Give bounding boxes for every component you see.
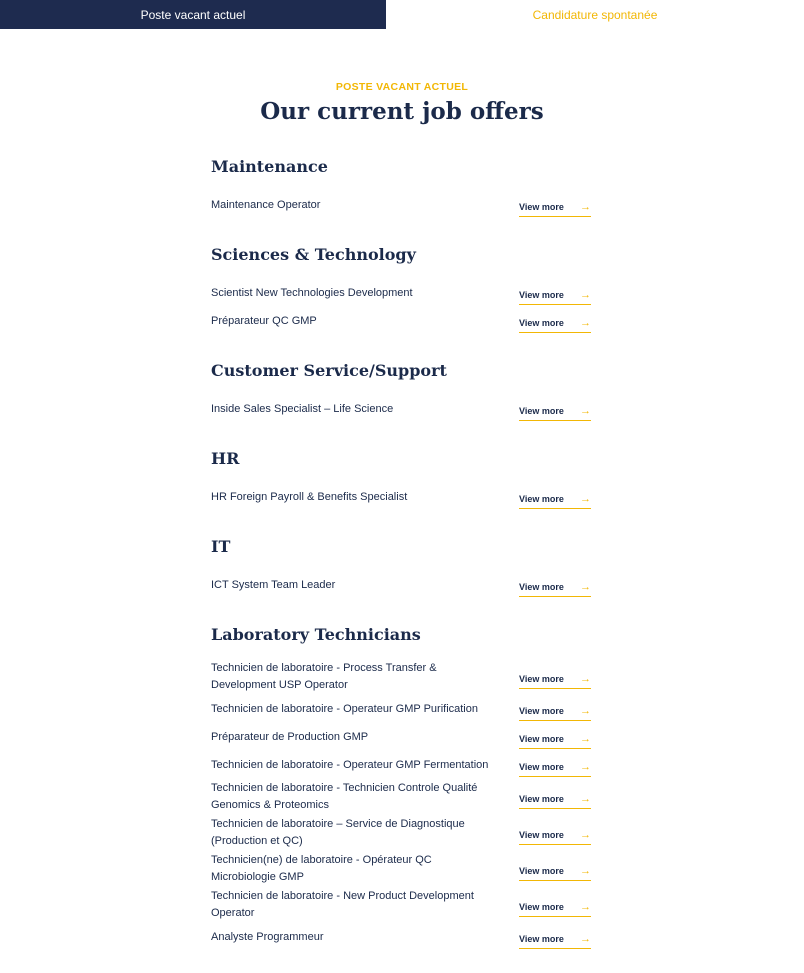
arrow-right-icon: →	[580, 792, 591, 805]
view-more-label: View more	[519, 406, 564, 416]
arrow-right-icon: →	[580, 672, 591, 685]
view-more-link[interactable]	[519, 290, 591, 305]
job-title: Technicien(ne) de laboratoire - Opérateur QC Microbiologie GMP	[211, 854, 432, 883]
category-title: Sciences & Technology	[211, 245, 416, 264]
arrow-right-icon: →	[580, 492, 591, 505]
job-category	[211, 153, 591, 219]
view-more-link[interactable]	[519, 318, 591, 333]
category-title: Customer Service/Support	[211, 361, 447, 380]
arrow-right-icon: →	[580, 760, 591, 773]
category-title: HR	[211, 449, 240, 468]
view-more-link[interactable]	[519, 674, 591, 689]
job-row	[211, 751, 591, 779]
view-more-link[interactable]	[519, 494, 591, 509]
arrow-right-icon: →	[580, 288, 591, 301]
job-title: Inside Sales Specialist – Life Science	[211, 402, 394, 415]
job-row	[211, 571, 591, 599]
job-title: Préparateur de Production GMP	[211, 730, 369, 743]
arrow-right-icon: →	[580, 864, 591, 877]
tab-bar	[0, 0, 804, 29]
view-more-label: View more	[519, 674, 564, 684]
view-more-label: View more	[519, 794, 564, 804]
job-category	[211, 445, 591, 511]
view-more-label: View more	[519, 934, 564, 944]
view-more-link[interactable]	[519, 762, 591, 777]
job-title: Maintenance Operator	[211, 198, 321, 211]
view-more-link[interactable]	[519, 794, 591, 809]
arrow-right-icon: →	[580, 704, 591, 717]
job-title: Technicien de laboratoire – Service de Diagnostique (Production et QC)	[211, 818, 465, 847]
page-title: Our current job offers	[260, 98, 544, 125]
view-more-link[interactable]	[519, 202, 591, 217]
job-list	[211, 153, 591, 973]
view-more-link[interactable]	[519, 582, 591, 597]
view-more-label: View more	[519, 902, 564, 912]
job-title: Analyste Programmeur	[211, 930, 324, 943]
arrow-right-icon: →	[580, 580, 591, 593]
job-title: Technicien de laboratoire - Operateur GMP Purification	[211, 702, 478, 715]
category-title: Laboratory Technicians	[211, 625, 421, 644]
arrow-right-icon: →	[580, 316, 591, 329]
job-row	[211, 851, 591, 887]
tab-spontaneous-application[interactable]: Candidature spontanée	[386, 0, 804, 29]
view-more-label: View more	[519, 318, 564, 328]
job-title: Technicien de laboratoire - Technicien Controle Qualité Genomics & Proteomics	[211, 782, 478, 811]
view-more-label: View more	[519, 494, 564, 504]
job-row	[211, 483, 591, 511]
job-row	[211, 779, 591, 815]
arrow-right-icon: →	[580, 828, 591, 841]
job-title: ICT System Team Leader	[211, 578, 336, 591]
job-category	[211, 241, 591, 335]
arrow-right-icon: →	[580, 932, 591, 945]
job-row	[211, 395, 591, 423]
view-more-label: View more	[519, 830, 564, 840]
view-more-link[interactable]	[519, 866, 591, 881]
job-title: HR Foreign Payroll & Benefits Specialist	[211, 490, 408, 503]
job-row	[211, 923, 591, 951]
job-row	[211, 279, 591, 307]
category-title: Maintenance	[211, 157, 328, 176]
view-more-link[interactable]	[519, 706, 591, 721]
view-more-label: View more	[519, 762, 564, 772]
job-row	[211, 191, 591, 219]
view-more-label: View more	[519, 582, 564, 592]
job-row	[211, 815, 591, 851]
view-more-link[interactable]	[519, 830, 591, 845]
view-more-link[interactable]	[519, 406, 591, 421]
job-row	[211, 659, 591, 695]
view-more-label: View more	[519, 202, 564, 212]
job-category	[211, 621, 591, 951]
view-more-link[interactable]	[519, 734, 591, 749]
view-more-label: View more	[519, 734, 564, 744]
view-more-label: View more	[519, 866, 564, 876]
view-more-link[interactable]	[519, 902, 591, 917]
job-title: Technicien de laboratoire - New Product Development Operator	[211, 890, 474, 919]
job-row	[211, 887, 591, 923]
job-title: Préparateur QC GMP	[211, 314, 317, 327]
view-more-link[interactable]	[519, 934, 591, 949]
category-title: IT	[211, 537, 231, 556]
job-row	[211, 307, 591, 335]
view-more-label: View more	[519, 706, 564, 716]
arrow-right-icon: →	[580, 900, 591, 913]
job-title: Scientist New Technologies Development	[211, 286, 413, 299]
job-title: Technicien de laboratoire - Process Transfer & Development USP Operator	[211, 662, 437, 691]
job-row	[211, 723, 591, 751]
section-eyebrow: POSTE VACANT ACTUEL	[335, 81, 469, 93]
job-title: Technicien de laboratoire - Operateur GMP Fermentation	[211, 758, 489, 771]
job-row	[211, 695, 591, 723]
arrow-right-icon: →	[580, 732, 591, 745]
job-category	[211, 357, 591, 423]
section-header	[0, 80, 804, 127]
view-more-label: View more	[519, 290, 564, 300]
arrow-right-icon: →	[580, 404, 591, 417]
arrow-right-icon: →	[580, 200, 591, 213]
job-category	[211, 533, 591, 599]
tab-current-vacancies[interactable]: Poste vacant actuel	[0, 0, 386, 29]
